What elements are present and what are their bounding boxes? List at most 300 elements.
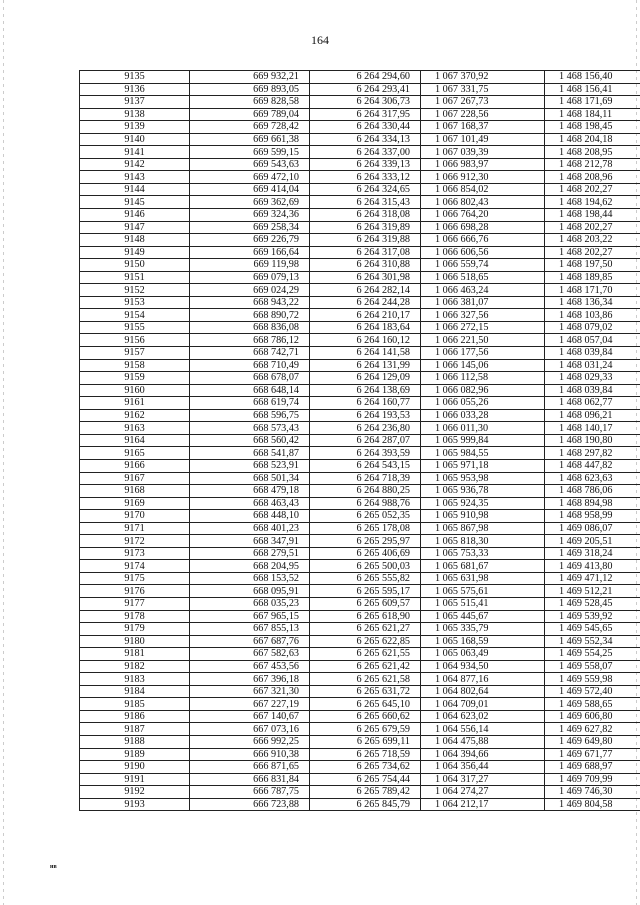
table-row xyxy=(80,246,640,259)
y-coordinate-cell: 6 265 555,82 xyxy=(310,572,421,585)
y-coordinate-cell: 6 264 880,25 xyxy=(310,485,421,498)
point-number-cell: 9167 xyxy=(80,472,190,485)
y2-coordinate-cell: 1 468 031,24 xyxy=(545,359,640,372)
y-coordinate-cell: 6 264 210,17 xyxy=(310,309,421,322)
y-coordinate-cell: 6 265 178,08 xyxy=(310,522,421,535)
table-row xyxy=(80,685,640,698)
x-coordinate-cell: 666 787,75 xyxy=(190,786,310,799)
x2-coordinate-cell: 1 065 971,18 xyxy=(421,459,545,472)
y-coordinate-cell: 6 264 183,64 xyxy=(310,321,421,334)
table-row xyxy=(80,673,640,686)
coordinates-table xyxy=(79,70,640,811)
x2-coordinate-cell: 1 065 515,41 xyxy=(421,597,545,610)
x-coordinate-cell: 669 661,38 xyxy=(190,133,310,146)
table-row xyxy=(80,83,640,96)
point-number-cell: 9178 xyxy=(80,610,190,623)
x-coordinate-cell: 668 541,87 xyxy=(190,447,310,460)
y-coordinate-cell: 6 265 609,57 xyxy=(310,597,421,610)
y2-coordinate-cell: 1 468 156,40 xyxy=(545,71,640,84)
point-number-cell: 9170 xyxy=(80,510,190,523)
y2-coordinate-cell: 1 468 197,50 xyxy=(545,259,640,272)
x2-coordinate-cell: 1 066 272,15 xyxy=(421,321,545,334)
table-row xyxy=(80,221,640,234)
y2-coordinate-cell: 1 469 572,40 xyxy=(545,685,640,698)
point-number-cell: 9164 xyxy=(80,434,190,447)
y-coordinate-cell: 6 265 621,27 xyxy=(310,623,421,636)
x-coordinate-cell: 667 321,30 xyxy=(190,685,310,698)
y-coordinate-cell: 6 264 236,80 xyxy=(310,422,421,435)
x-coordinate-cell: 669 789,04 xyxy=(190,108,310,121)
table-row xyxy=(80,296,640,309)
point-number-cell: 9185 xyxy=(80,698,190,711)
table-row xyxy=(80,761,640,774)
point-number-cell: 9159 xyxy=(80,372,190,385)
point-number-cell: 9154 xyxy=(80,309,190,322)
y-coordinate-cell: 6 264 319,88 xyxy=(310,234,421,247)
point-number-cell: 9152 xyxy=(80,284,190,297)
x2-coordinate-cell: 1 066 033,28 xyxy=(421,409,545,422)
y-coordinate-cell: 6 264 334,13 xyxy=(310,133,421,146)
y2-coordinate-cell: 1 468 156,41 xyxy=(545,83,640,96)
y2-coordinate-cell: 1 468 190,80 xyxy=(545,434,640,447)
point-number-cell: 9177 xyxy=(80,597,190,610)
point-number-cell: 9176 xyxy=(80,585,190,598)
y2-coordinate-cell: 1 469 709,99 xyxy=(545,773,640,786)
y-coordinate-cell: 6 264 131,99 xyxy=(310,359,421,372)
table-row xyxy=(80,585,640,598)
x2-coordinate-cell: 1 067 370,92 xyxy=(421,71,545,84)
y-coordinate-cell: 6 264 282,14 xyxy=(310,284,421,297)
x-coordinate-cell: 668 279,51 xyxy=(190,547,310,560)
y2-coordinate-cell: 1 469 559,98 xyxy=(545,673,640,686)
x2-coordinate-cell: 1 066 518,65 xyxy=(421,271,545,284)
x2-coordinate-cell: 1 065 818,30 xyxy=(421,535,545,548)
table-row xyxy=(80,735,640,748)
table-row xyxy=(80,209,640,222)
y-coordinate-cell: 6 264 160,12 xyxy=(310,334,421,347)
y2-coordinate-cell: 1 468 140,17 xyxy=(545,422,640,435)
y-coordinate-cell: 6 264 317,95 xyxy=(310,108,421,121)
y2-coordinate-cell: 1 469 558,07 xyxy=(545,660,640,673)
table-row xyxy=(80,660,640,673)
x2-coordinate-cell: 1 064 356,44 xyxy=(421,761,545,774)
x2-coordinate-cell: 1 066 221,50 xyxy=(421,334,545,347)
point-number-cell: 9136 xyxy=(80,83,190,96)
table-row xyxy=(80,196,640,209)
table-row xyxy=(80,459,640,472)
y2-coordinate-cell: 1 468 189,85 xyxy=(545,271,640,284)
x2-coordinate-cell: 1 067 101,49 xyxy=(421,133,545,146)
y2-coordinate-cell: 1 468 062,77 xyxy=(545,397,640,410)
y2-coordinate-cell: 1 469 086,07 xyxy=(545,522,640,535)
y2-coordinate-cell: 1 469 746,30 xyxy=(545,786,640,799)
y-coordinate-cell: 6 265 734,62 xyxy=(310,761,421,774)
point-number-cell: 9183 xyxy=(80,673,190,686)
y-coordinate-cell: 6 264 193,53 xyxy=(310,409,421,422)
point-number-cell: 9193 xyxy=(80,798,190,811)
point-number-cell: 9138 xyxy=(80,108,190,121)
table-row xyxy=(80,309,640,322)
x2-coordinate-cell: 1 064 317,27 xyxy=(421,773,545,786)
x2-coordinate-cell: 1 065 168,59 xyxy=(421,635,545,648)
y2-coordinate-cell: 1 469 649,80 xyxy=(545,735,640,748)
y-coordinate-cell: 6 265 699,11 xyxy=(310,735,421,748)
y-coordinate-cell: 6 264 138,69 xyxy=(310,384,421,397)
table-row xyxy=(80,183,640,196)
table-row xyxy=(80,773,640,786)
x-coordinate-cell: 667 453,56 xyxy=(190,660,310,673)
y-coordinate-cell: 6 265 845,79 xyxy=(310,798,421,811)
x2-coordinate-cell: 1 066 381,07 xyxy=(421,296,545,309)
x-coordinate-cell: 668 648,14 xyxy=(190,384,310,397)
x-coordinate-cell: 669 362,69 xyxy=(190,196,310,209)
x-coordinate-cell: 668 463,43 xyxy=(190,497,310,510)
x2-coordinate-cell: 1 067 331,75 xyxy=(421,83,545,96)
x2-coordinate-cell: 1 065 984,55 xyxy=(421,447,545,460)
table-row xyxy=(80,786,640,799)
x2-coordinate-cell: 1 065 335,79 xyxy=(421,623,545,636)
y-coordinate-cell: 6 264 337,00 xyxy=(310,146,421,159)
point-number-cell: 9166 xyxy=(80,459,190,472)
x-coordinate-cell: 668 710,49 xyxy=(190,359,310,372)
y2-coordinate-cell: 1 469 539,92 xyxy=(545,610,640,623)
table-row xyxy=(80,146,640,159)
point-number-cell: 9181 xyxy=(80,648,190,661)
x2-coordinate-cell: 1 065 867,98 xyxy=(421,522,545,535)
point-number-cell: 9168 xyxy=(80,485,190,498)
y-coordinate-cell: 6 264 141,58 xyxy=(310,347,421,360)
table-row xyxy=(80,171,640,184)
y2-coordinate-cell: 1 469 688,97 xyxy=(545,761,640,774)
point-number-cell: 9173 xyxy=(80,547,190,560)
point-number-cell: 9151 xyxy=(80,271,190,284)
table-row xyxy=(80,158,640,171)
table-row xyxy=(80,485,640,498)
y-coordinate-cell: 6 264 330,44 xyxy=(310,121,421,134)
x-coordinate-cell: 669 472,10 xyxy=(190,171,310,184)
y-coordinate-cell: 6 264 244,28 xyxy=(310,296,421,309)
x-coordinate-cell: 668 153,52 xyxy=(190,572,310,585)
x-coordinate-cell: 668 523,91 xyxy=(190,459,310,472)
x-coordinate-cell: 669 226,79 xyxy=(190,234,310,247)
table-row xyxy=(80,234,640,247)
x2-coordinate-cell: 1 067 228,56 xyxy=(421,108,545,121)
x2-coordinate-cell: 1 066 327,56 xyxy=(421,309,545,322)
y-coordinate-cell: 6 264 543,15 xyxy=(310,459,421,472)
x2-coordinate-cell: 1 065 999,84 xyxy=(421,434,545,447)
x-coordinate-cell: 669 166,64 xyxy=(190,246,310,259)
y-coordinate-cell: 6 265 618,90 xyxy=(310,610,421,623)
x-coordinate-cell: 668 448,10 xyxy=(190,510,310,523)
point-number-cell: 9186 xyxy=(80,710,190,723)
x2-coordinate-cell: 1 065 936,78 xyxy=(421,485,545,498)
scan-left-edge xyxy=(3,0,4,905)
y-coordinate-cell: 6 264 306,73 xyxy=(310,96,421,109)
y-coordinate-cell: 6 264 339,13 xyxy=(310,158,421,171)
y-coordinate-cell: 6 264 315,43 xyxy=(310,196,421,209)
y-coordinate-cell: 6 264 160,77 xyxy=(310,397,421,410)
x2-coordinate-cell: 1 066 177,56 xyxy=(421,347,545,360)
x-coordinate-cell: 666 831,84 xyxy=(190,773,310,786)
table-row xyxy=(80,510,640,523)
x-coordinate-cell: 668 560,42 xyxy=(190,434,310,447)
y2-coordinate-cell: 1 468 208,96 xyxy=(545,171,640,184)
y2-coordinate-cell: 1 468 136,34 xyxy=(545,296,640,309)
x-coordinate-cell: 669 119,98 xyxy=(190,259,310,272)
y-coordinate-cell: 6 264 319,89 xyxy=(310,221,421,234)
x2-coordinate-cell: 1 066 112,58 xyxy=(421,372,545,385)
y2-coordinate-cell: 1 469 471,12 xyxy=(545,572,640,585)
y2-coordinate-cell: 1 468 198,45 xyxy=(545,121,640,134)
x2-coordinate-cell: 1 064 556,14 xyxy=(421,723,545,736)
x-coordinate-cell: 669 024,29 xyxy=(190,284,310,297)
y2-coordinate-cell: 1 468 786,06 xyxy=(545,485,640,498)
y-coordinate-cell: 6 265 406,69 xyxy=(310,547,421,560)
x-coordinate-cell: 667 073,16 xyxy=(190,723,310,736)
y-coordinate-cell: 6 264 294,60 xyxy=(310,71,421,84)
y-coordinate-cell: 6 264 317,08 xyxy=(310,246,421,259)
point-number-cell: 9169 xyxy=(80,497,190,510)
x-coordinate-cell: 667 140,67 xyxy=(190,710,310,723)
x-coordinate-cell: 668 401,23 xyxy=(190,522,310,535)
y-coordinate-cell: 6 264 718,39 xyxy=(310,472,421,485)
table-row xyxy=(80,560,640,573)
x2-coordinate-cell: 1 067 039,39 xyxy=(421,146,545,159)
x-coordinate-cell: 667 227,19 xyxy=(190,698,310,711)
x2-coordinate-cell: 1 064 212,17 xyxy=(421,798,545,811)
y-coordinate-cell: 6 265 622,85 xyxy=(310,635,421,648)
x-coordinate-cell: 669 414,04 xyxy=(190,183,310,196)
x-coordinate-cell: 668 573,43 xyxy=(190,422,310,435)
y2-coordinate-cell: 1 469 627,82 xyxy=(545,723,640,736)
x2-coordinate-cell: 1 066 011,30 xyxy=(421,422,545,435)
x2-coordinate-cell: 1 064 623,02 xyxy=(421,710,545,723)
y2-coordinate-cell: 1 469 671,77 xyxy=(545,748,640,761)
y-coordinate-cell: 6 265 645,10 xyxy=(310,698,421,711)
point-number-cell: 9144 xyxy=(80,183,190,196)
y-coordinate-cell: 6 264 318,08 xyxy=(310,209,421,222)
point-number-cell: 9180 xyxy=(80,635,190,648)
point-number-cell: 9191 xyxy=(80,773,190,786)
point-number-cell: 9148 xyxy=(80,234,190,247)
y2-coordinate-cell: 1 469 554,25 xyxy=(545,648,640,661)
x2-coordinate-cell: 1 065 631,98 xyxy=(421,572,545,585)
table-row xyxy=(80,71,640,84)
x2-coordinate-cell: 1 065 445,67 xyxy=(421,610,545,623)
y2-coordinate-cell: 1 468 203,22 xyxy=(545,234,640,247)
y-coordinate-cell: 6 264 310,88 xyxy=(310,259,421,272)
table-row xyxy=(80,259,640,272)
y2-coordinate-cell: 1 469 606,80 xyxy=(545,710,640,723)
x2-coordinate-cell: 1 066 983,97 xyxy=(421,158,545,171)
point-number-cell: 9157 xyxy=(80,347,190,360)
table-row xyxy=(80,372,640,385)
table-row xyxy=(80,359,640,372)
table-row xyxy=(80,96,640,109)
x2-coordinate-cell: 1 066 854,02 xyxy=(421,183,545,196)
x-coordinate-cell: 669 932,21 xyxy=(190,71,310,84)
x2-coordinate-cell: 1 066 802,43 xyxy=(421,196,545,209)
point-number-cell: 9135 xyxy=(80,71,190,84)
y2-coordinate-cell: 1 468 029,33 xyxy=(545,372,640,385)
table-row xyxy=(80,748,640,761)
y-coordinate-cell: 6 265 595,17 xyxy=(310,585,421,598)
y-coordinate-cell: 6 264 988,76 xyxy=(310,497,421,510)
y2-coordinate-cell: 1 469 512,21 xyxy=(545,585,640,598)
y2-coordinate-cell: 1 468 194,62 xyxy=(545,196,640,209)
x2-coordinate-cell: 1 067 267,73 xyxy=(421,96,545,109)
table-row xyxy=(80,572,640,585)
x2-coordinate-cell: 1 066 764,20 xyxy=(421,209,545,222)
x-coordinate-cell: 668 786,12 xyxy=(190,334,310,347)
point-number-cell: 9184 xyxy=(80,685,190,698)
x-coordinate-cell: 667 687,76 xyxy=(190,635,310,648)
y2-coordinate-cell: 1 468 103,86 xyxy=(545,309,640,322)
x-coordinate-cell: 668 204,95 xyxy=(190,560,310,573)
point-number-cell: 9187 xyxy=(80,723,190,736)
table-row xyxy=(80,798,640,811)
y2-coordinate-cell: 1 468 208,95 xyxy=(545,146,640,159)
y-coordinate-cell: 6 264 287,07 xyxy=(310,434,421,447)
x2-coordinate-cell: 1 064 475,88 xyxy=(421,735,545,748)
table-row xyxy=(80,409,640,422)
x2-coordinate-cell: 1 066 666,76 xyxy=(421,234,545,247)
table-row xyxy=(80,698,640,711)
x-coordinate-cell: 669 893,05 xyxy=(190,83,310,96)
y-coordinate-cell: 6 264 129,09 xyxy=(310,372,421,385)
table-row xyxy=(80,723,640,736)
y2-coordinate-cell: 1 468 212,78 xyxy=(545,158,640,171)
point-number-cell: 9149 xyxy=(80,246,190,259)
point-number-cell: 9147 xyxy=(80,221,190,234)
x2-coordinate-cell: 1 065 753,33 xyxy=(421,547,545,560)
point-number-cell: 9175 xyxy=(80,572,190,585)
point-number-cell: 9160 xyxy=(80,384,190,397)
page-number: 164 xyxy=(311,33,329,47)
point-number-cell: 9190 xyxy=(80,761,190,774)
x2-coordinate-cell: 1 066 698,28 xyxy=(421,221,545,234)
table-row xyxy=(80,397,640,410)
y2-coordinate-cell: 1 468 202,27 xyxy=(545,183,640,196)
y-coordinate-cell: 6 265 660,62 xyxy=(310,710,421,723)
y-coordinate-cell: 6 264 324,65 xyxy=(310,183,421,196)
table-row xyxy=(80,434,640,447)
x-coordinate-cell: 668 836,08 xyxy=(190,321,310,334)
y2-coordinate-cell: 1 468 297,82 xyxy=(545,447,640,460)
point-number-cell: 9161 xyxy=(80,397,190,410)
y2-coordinate-cell: 1 469 552,34 xyxy=(545,635,640,648)
x-coordinate-cell: 668 742,71 xyxy=(190,347,310,360)
table-row xyxy=(80,623,640,636)
x-coordinate-cell: 667 855,13 xyxy=(190,623,310,636)
y2-coordinate-cell: 1 468 202,27 xyxy=(545,221,640,234)
x2-coordinate-cell: 1 066 055,26 xyxy=(421,397,545,410)
x2-coordinate-cell: 1 064 394,66 xyxy=(421,748,545,761)
point-number-cell: 9189 xyxy=(80,748,190,761)
x-coordinate-cell: 668 943,22 xyxy=(190,296,310,309)
y2-coordinate-cell: 1 469 804,58 xyxy=(545,798,640,811)
y2-coordinate-cell: 1 468 171,69 xyxy=(545,96,640,109)
y-coordinate-cell: 6 265 754,44 xyxy=(310,773,421,786)
y-coordinate-cell: 6 265 295,97 xyxy=(310,535,421,548)
point-number-cell: 9174 xyxy=(80,560,190,573)
point-number-cell: 9162 xyxy=(80,409,190,422)
point-number-cell: 9172 xyxy=(80,535,190,548)
y2-coordinate-cell: 1 468 184,11 xyxy=(545,108,640,121)
y2-coordinate-cell: 1 468 171,70 xyxy=(545,284,640,297)
point-number-cell: 9163 xyxy=(80,422,190,435)
x-coordinate-cell: 669 543,63 xyxy=(190,158,310,171)
y-coordinate-cell: 6 265 621,58 xyxy=(310,673,421,686)
y2-coordinate-cell: 1 468 039,84 xyxy=(545,384,640,397)
y-coordinate-cell: 6 264 293,41 xyxy=(310,83,421,96)
y2-coordinate-cell: 1 469 413,80 xyxy=(545,560,640,573)
point-number-cell: 9142 xyxy=(80,158,190,171)
x-coordinate-cell: 669 728,42 xyxy=(190,121,310,134)
x-coordinate-cell: 668 501,34 xyxy=(190,472,310,485)
x2-coordinate-cell: 1 065 910,98 xyxy=(421,510,545,523)
table-row xyxy=(80,133,640,146)
point-number-cell: 9156 xyxy=(80,334,190,347)
point-number-cell: 9155 xyxy=(80,321,190,334)
y2-coordinate-cell: 1 469 205,51 xyxy=(545,535,640,548)
y2-coordinate-cell: 1 468 894,98 xyxy=(545,497,640,510)
x2-coordinate-cell: 1 067 168,37 xyxy=(421,121,545,134)
y-coordinate-cell: 6 264 301,98 xyxy=(310,271,421,284)
x2-coordinate-cell: 1 066 559,74 xyxy=(421,259,545,272)
y2-coordinate-cell: 1 468 202,27 xyxy=(545,246,640,259)
x2-coordinate-cell: 1 066 145,06 xyxy=(421,359,545,372)
table-row xyxy=(80,522,640,535)
table-row xyxy=(80,447,640,460)
point-number-cell: 9145 xyxy=(80,196,190,209)
point-number-cell: 9179 xyxy=(80,623,190,636)
x2-coordinate-cell: 1 065 924,35 xyxy=(421,497,545,510)
y2-coordinate-cell: 1 469 545,65 xyxy=(545,623,640,636)
x-coordinate-cell: 668 035,23 xyxy=(190,597,310,610)
y-coordinate-cell: 6 265 621,42 xyxy=(310,660,421,673)
y-coordinate-cell: 6 265 789,42 xyxy=(310,786,421,799)
x-coordinate-cell: 666 910,38 xyxy=(190,748,310,761)
x-coordinate-cell: 666 871,65 xyxy=(190,761,310,774)
table-row xyxy=(80,284,640,297)
y-coordinate-cell: 6 265 052,35 xyxy=(310,510,421,523)
table-row xyxy=(80,271,640,284)
y-coordinate-cell: 6 265 718,59 xyxy=(310,748,421,761)
table-row xyxy=(80,635,640,648)
y2-coordinate-cell: 1 468 198,44 xyxy=(545,209,640,222)
table-row xyxy=(80,108,640,121)
x-coordinate-cell: 666 992,25 xyxy=(190,735,310,748)
y2-coordinate-cell: 1 469 318,24 xyxy=(545,547,640,560)
point-number-cell: 9165 xyxy=(80,447,190,460)
x2-coordinate-cell: 1 065 681,67 xyxy=(421,560,545,573)
table-row xyxy=(80,610,640,623)
y2-coordinate-cell: 1 468 958,99 xyxy=(545,510,640,523)
footer-mark: нв xyxy=(50,864,57,870)
table-row xyxy=(80,334,640,347)
table-row xyxy=(80,597,640,610)
x-coordinate-cell: 667 965,15 xyxy=(190,610,310,623)
point-number-cell: 9141 xyxy=(80,146,190,159)
x-coordinate-cell: 667 396,18 xyxy=(190,673,310,686)
x-coordinate-cell: 668 619,74 xyxy=(190,397,310,410)
table-row xyxy=(80,121,640,134)
x-coordinate-cell: 669 079,13 xyxy=(190,271,310,284)
x2-coordinate-cell: 1 064 709,01 xyxy=(421,698,545,711)
y2-coordinate-cell: 1 468 204,18 xyxy=(545,133,640,146)
x-coordinate-cell: 668 596,75 xyxy=(190,409,310,422)
